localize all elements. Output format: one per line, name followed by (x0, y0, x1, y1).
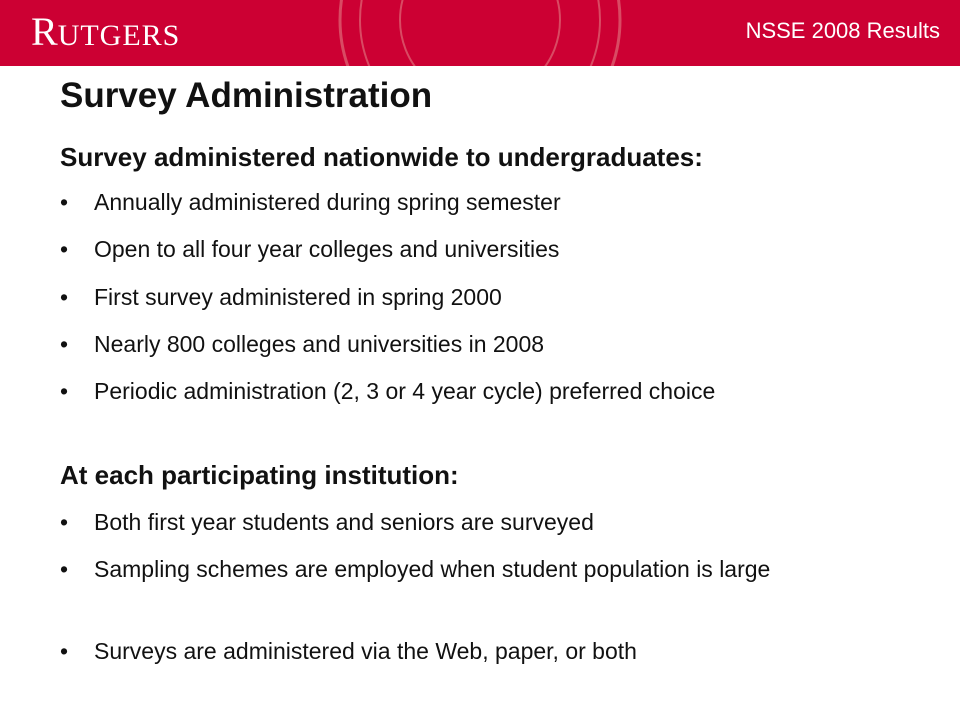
bullet-marker: • (60, 189, 69, 215)
logo-initial: R (31, 9, 58, 54)
slide-title: Survey Administration (60, 76, 433, 115)
bullet-text: Nearly 800 colleges and universities in 2008 (94, 331, 545, 357)
bullet-text: Annually administered during spring semester (94, 189, 561, 215)
bullet-text: Sampling schemes are employed when student population is large (94, 556, 771, 582)
bullet-marker: • (60, 236, 69, 262)
bullet-text: First survey administered in spring 2000 (94, 284, 502, 310)
bullet-text: Surveys are administered via the Web, paper, or both (94, 638, 637, 664)
header-band (0, 0, 960, 66)
bullet-item (60, 281, 870, 313)
bullet-item (60, 375, 870, 407)
section-heading-institution: At each participating institution: (60, 460, 459, 490)
bullet-marker: • (60, 556, 69, 582)
bullet-text: Both first year students and seniors are surveyed (94, 509, 594, 535)
header-title: NSSE 2008 Results (745, 18, 940, 43)
bullet-marker: • (60, 638, 69, 664)
section-heading-nationwide: Survey administered nationwide to undergraduates: (60, 142, 703, 172)
university-seal-icon (330, 0, 630, 66)
bullet-item (60, 328, 870, 360)
rutgers-logo (31, 9, 181, 54)
bullet-marker: • (60, 509, 69, 535)
bullet-item (60, 635, 870, 667)
bullet-item (60, 553, 870, 585)
bullet-text: Periodic administration (2, 3 or 4 year cycle) preferred choice (94, 378, 716, 404)
bullet-text: Open to all four year colleges and universities (94, 236, 560, 262)
bullet-marker: • (60, 378, 69, 404)
bullet-item (60, 506, 870, 538)
bullet-marker: • (60, 331, 69, 357)
logo-rest: UTGERS (57, 19, 181, 52)
bullet-item (60, 186, 870, 218)
bullet-item (60, 233, 870, 265)
bullet-marker: • (60, 284, 69, 310)
